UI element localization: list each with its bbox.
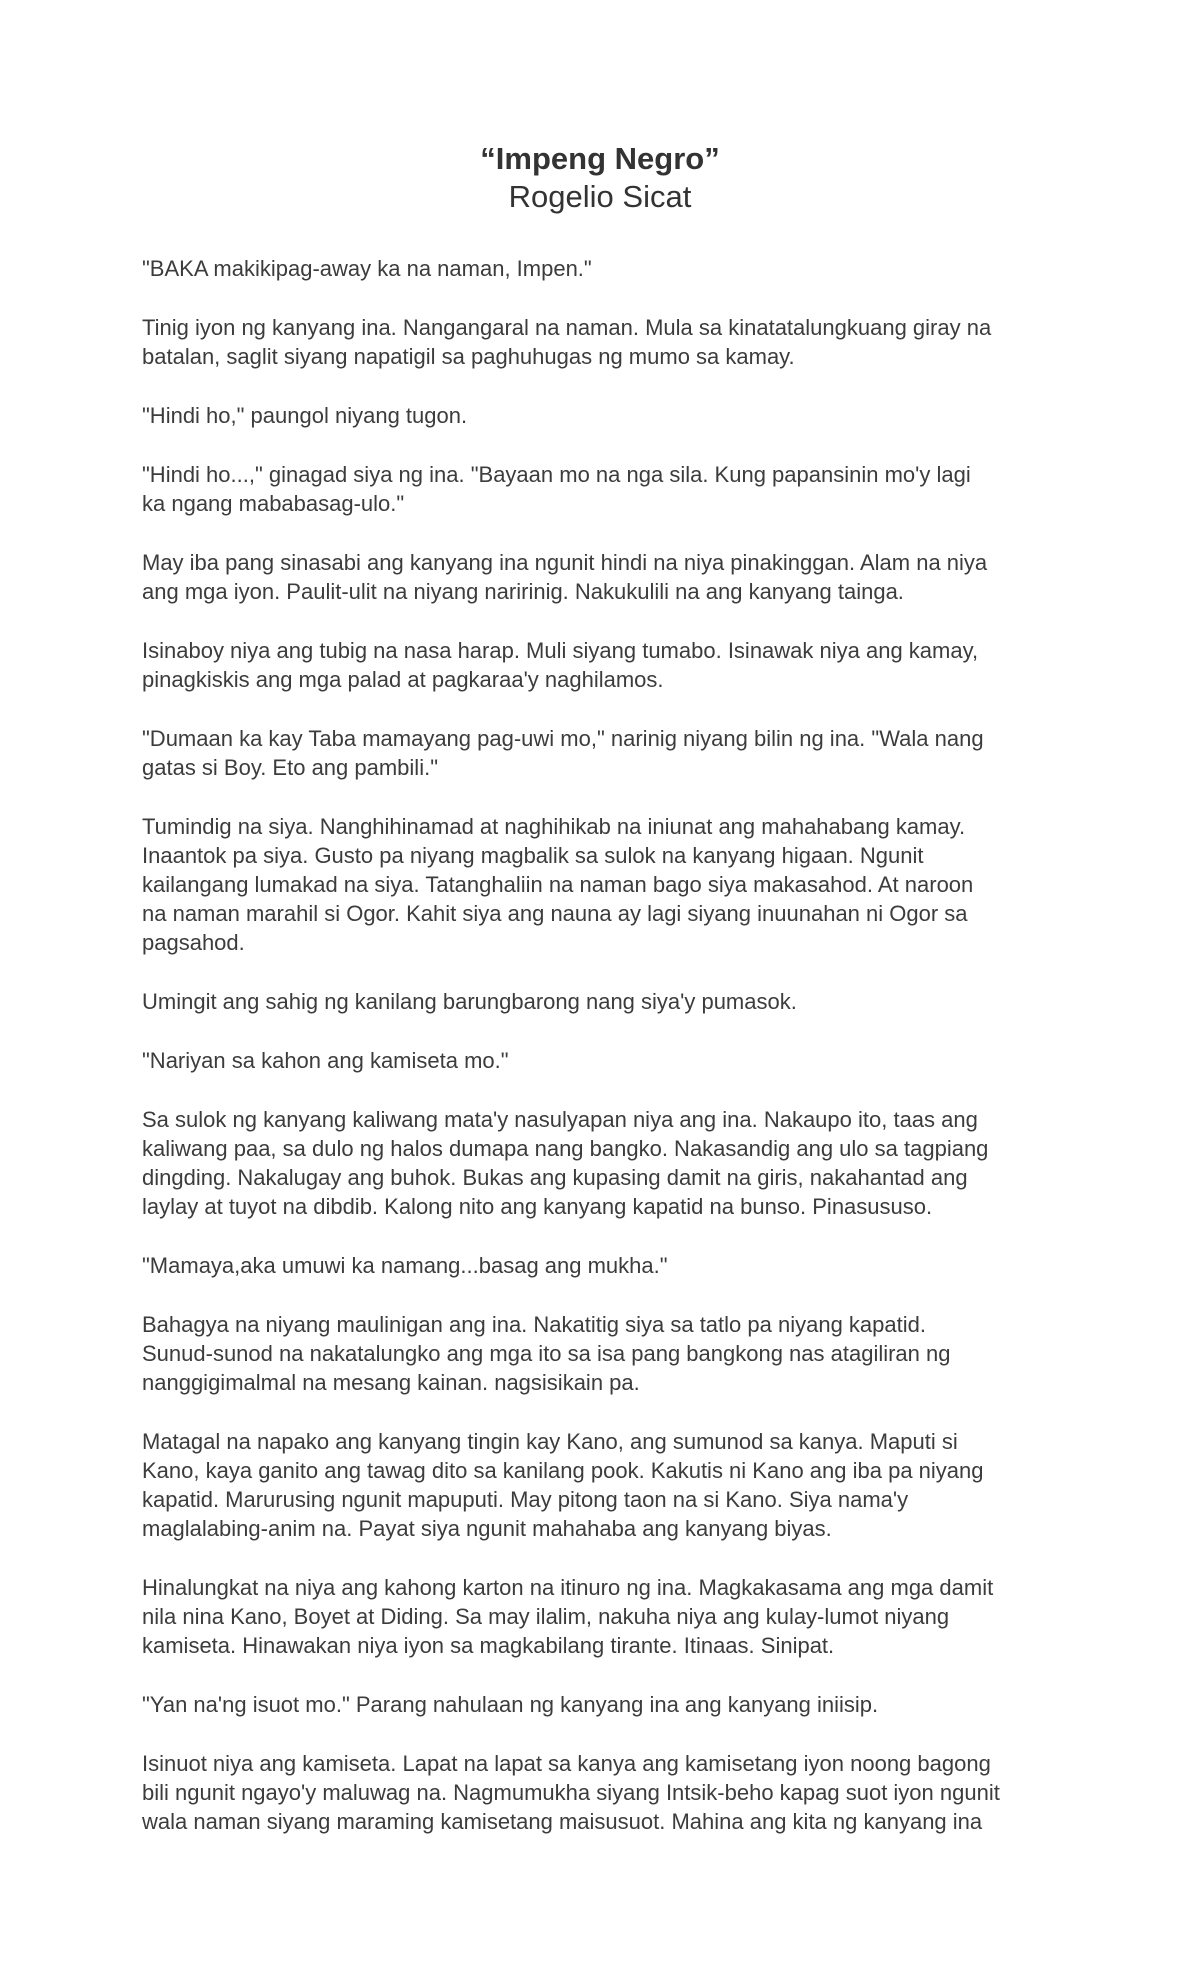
paragraph: "Mamaya,aka umuwi ka namang...basag ang mukha." bbox=[142, 1253, 668, 1278]
paragraph: "BAKA makikipag-away ka na naman, Impen." bbox=[142, 256, 592, 281]
paragraph: "Yan na'ng isuot mo." Parang nahulaan ng kanyang ina ang kanyang iniisip. bbox=[142, 1692, 879, 1717]
paragraph: May iba pang sinasabi ang kanyang ina ngunit hindi na niya pinakinggan. Alam na niya ang mga iyon. Paulit-ulit na niyang naririnig. Nakukulili na ang kanyang tainga. bbox=[142, 550, 988, 604]
paragraph: "Hindi ho...," ginagad siya ng ina. "Bayaan mo na nga sila. Kung papansinin mo'y lagi ka ngang mababasag-ulo." bbox=[142, 462, 971, 516]
paragraph: "Hindi ho," paungol niyang tugon. bbox=[142, 403, 468, 428]
paragraph: Bahagya na niyang maulinigan ang ina. Nakatitig siya sa tatlo pa niyang kapatid. Sunud-sunod na nakatalungko ang mga ito sa isa pang bangkong nas atagiliran ng nanggigimalmal na mesang kainan. nagsisikain pa. bbox=[142, 1312, 951, 1395]
story-title: “Impeng Negro” bbox=[480, 141, 720, 176]
story-body bbox=[142, 254, 1062, 1866]
paragraph: Tumindig na siya. Nanghihinamad at naghihikab na iniunat ang mahahabang kamay. Inaantok pa siya. Gusto pa niyang magbalik sa sulok na kanyang higaan. Ngunit kailangang lumakad na siya. Tatanghaliin na naman bago siya makasahod. At naroon na naman marahil si Ogor. Kahit siya ang nauna ay lagi siyang inuunahan ni Ogor sa pagsahod. bbox=[142, 814, 974, 955]
paragraph: Tinig iyon ng kanyang ina. Nangangaral na naman. Mula sa kinatatalungkuang giray na batalan, saglit siyang napatigil sa paghuhugas ng mumo sa kamay. bbox=[142, 315, 992, 369]
paragraph: Umingit ang sahig ng kanilang barungbarong nang siya'y pumasok. bbox=[142, 989, 797, 1014]
document-header bbox=[0, 140, 1200, 216]
paragraph: Hinalungkat na niya ang kahong karton na itinuro ng ina. Magkakasama ang mga damit nila nina Kano, Boyet at Diding. Sa may ilalim, nakuha niya ang kulay-lumot niyang kamiseta. Hinawakan niya iyon sa magkabilang tirante. Itinaas. Sinipat. bbox=[142, 1575, 994, 1658]
paragraph: Sa sulok ng kanyang kaliwang mata'y nasulyapan niya ang ina. Nakaupo ito, taas ang kaliwang paa, sa dulo ng halos dumapa nang bangko. Nakasandig ang ulo sa tagpiang dingding. Nakalugay ang buhok. Bukas ang kupasing damit na giris, nakahantad ang laylay at tuyot na dibdib. Kalong nito ang kanyang kapatid na bunso. Pinasususo. bbox=[142, 1107, 989, 1219]
paragraph: Isinaboy niya ang tubig na nasa harap. Muli siyang tumabo. Isinawak niya ang kamay, pinagkiskis ang mga palad at pagkaraa'y naghilamos. bbox=[142, 638, 979, 692]
paragraph: "Dumaan ka kay Taba mamayang pag-uwi mo," narinig niyang bilin ng ina. "Wala nang gatas si Boy. Eto ang pambili." bbox=[142, 726, 984, 780]
paragraph: Isinuot niya ang kamiseta. Lapat na lapat sa kanya ang kamisetang iyon noong bagong bili ngunit ngayo'y maluwag na. Nagmumukha siyang Intsik-beho kapag suot iyon ngunit wala naman siyang maraming kamisetang maisusuot. Mahina ang kita ng kanyang ina bbox=[142, 1751, 1000, 1834]
story-author: Rogelio Sicat bbox=[508, 179, 692, 214]
paragraph: "Nariyan sa kahon ang kamiseta mo." bbox=[142, 1048, 509, 1073]
paragraph: Matagal na napako ang kanyang tingin kay Kano, ang sumunod sa kanya. Maputi si Kano, kaya ganito ang tawag dito sa kanilang pook. Kakutis ni Kano ang iba pa niyang kapatid. Marurusing ngunit mapuputi. May pitong taon na si Kano. Siya nama'y maglalabing-anim na. Payat siya ngunit mahahaba ang kanyang biyas. bbox=[142, 1429, 984, 1541]
